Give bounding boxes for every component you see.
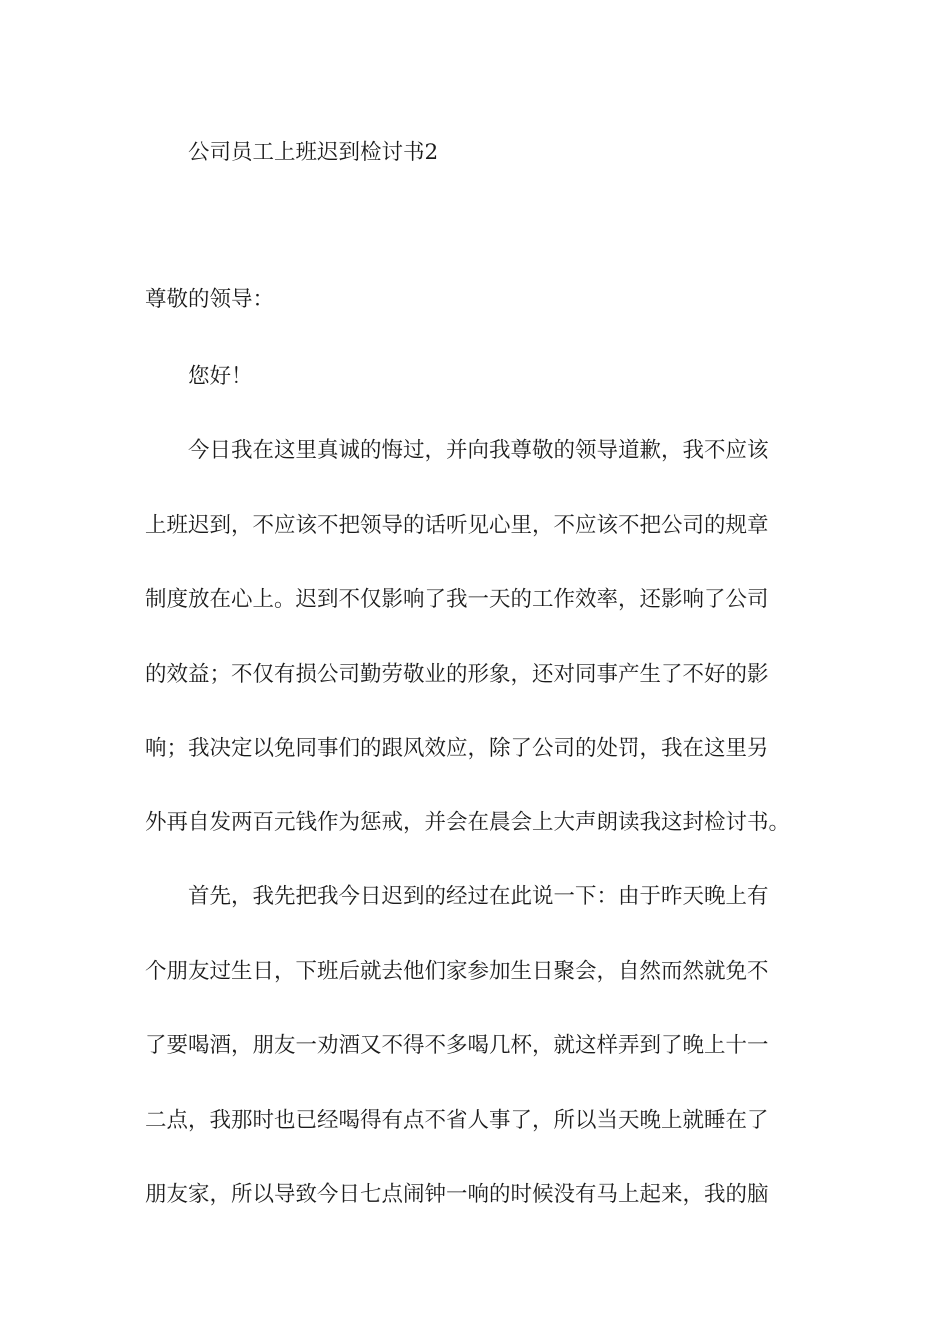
- paragraph-line: 上班迟到，不应该不把领导的话听见心里，不应该不把公司的规章: [145, 513, 769, 538]
- greeting: 您好！: [188, 364, 253, 389]
- paragraph-line: 响；我决定以免同事们的跟风效应，除了公司的处罚，我在这里另: [145, 736, 769, 761]
- document-title: 公司员工上班迟到检讨书2: [188, 140, 439, 165]
- paragraph-line: 外再自发两百元钱作为惩戒，并会在晨会上大声朗读我这封检讨书。: [145, 810, 791, 835]
- paragraph-line: 今日我在这里真诚的悔过，并向我尊敬的领导道歉，我不应该: [188, 438, 769, 463]
- salutation: 尊敬的领导：: [145, 287, 275, 312]
- paragraph-line: 朋友家，所以导致今日七点闹钟一响的时候没有马上起来，我的脑: [145, 1182, 769, 1207]
- paragraph-line: 了要喝酒，朋友一劝酒又不得不多喝几杯，就这样弄到了晚上十一: [145, 1033, 769, 1058]
- paragraph-line: 制度放在心上。迟到不仅影响了我一天的工作效率，还影响了公司: [145, 587, 769, 612]
- paragraph-line: 个朋友过生日，下班后就去他们家参加生日聚会，自然而然就免不: [145, 959, 769, 984]
- paragraph-line: 首先，我先把我今日迟到的经过在此说一下：由于昨天晚上有: [188, 884, 769, 909]
- paragraph-line: 二点，我那时也已经喝得有点不省人事了，所以当天晚上就睡在了: [145, 1108, 769, 1133]
- paragraph-line: 的效益；不仅有损公司勤劳敬业的形象，还对同事产生了不好的影: [145, 662, 769, 687]
